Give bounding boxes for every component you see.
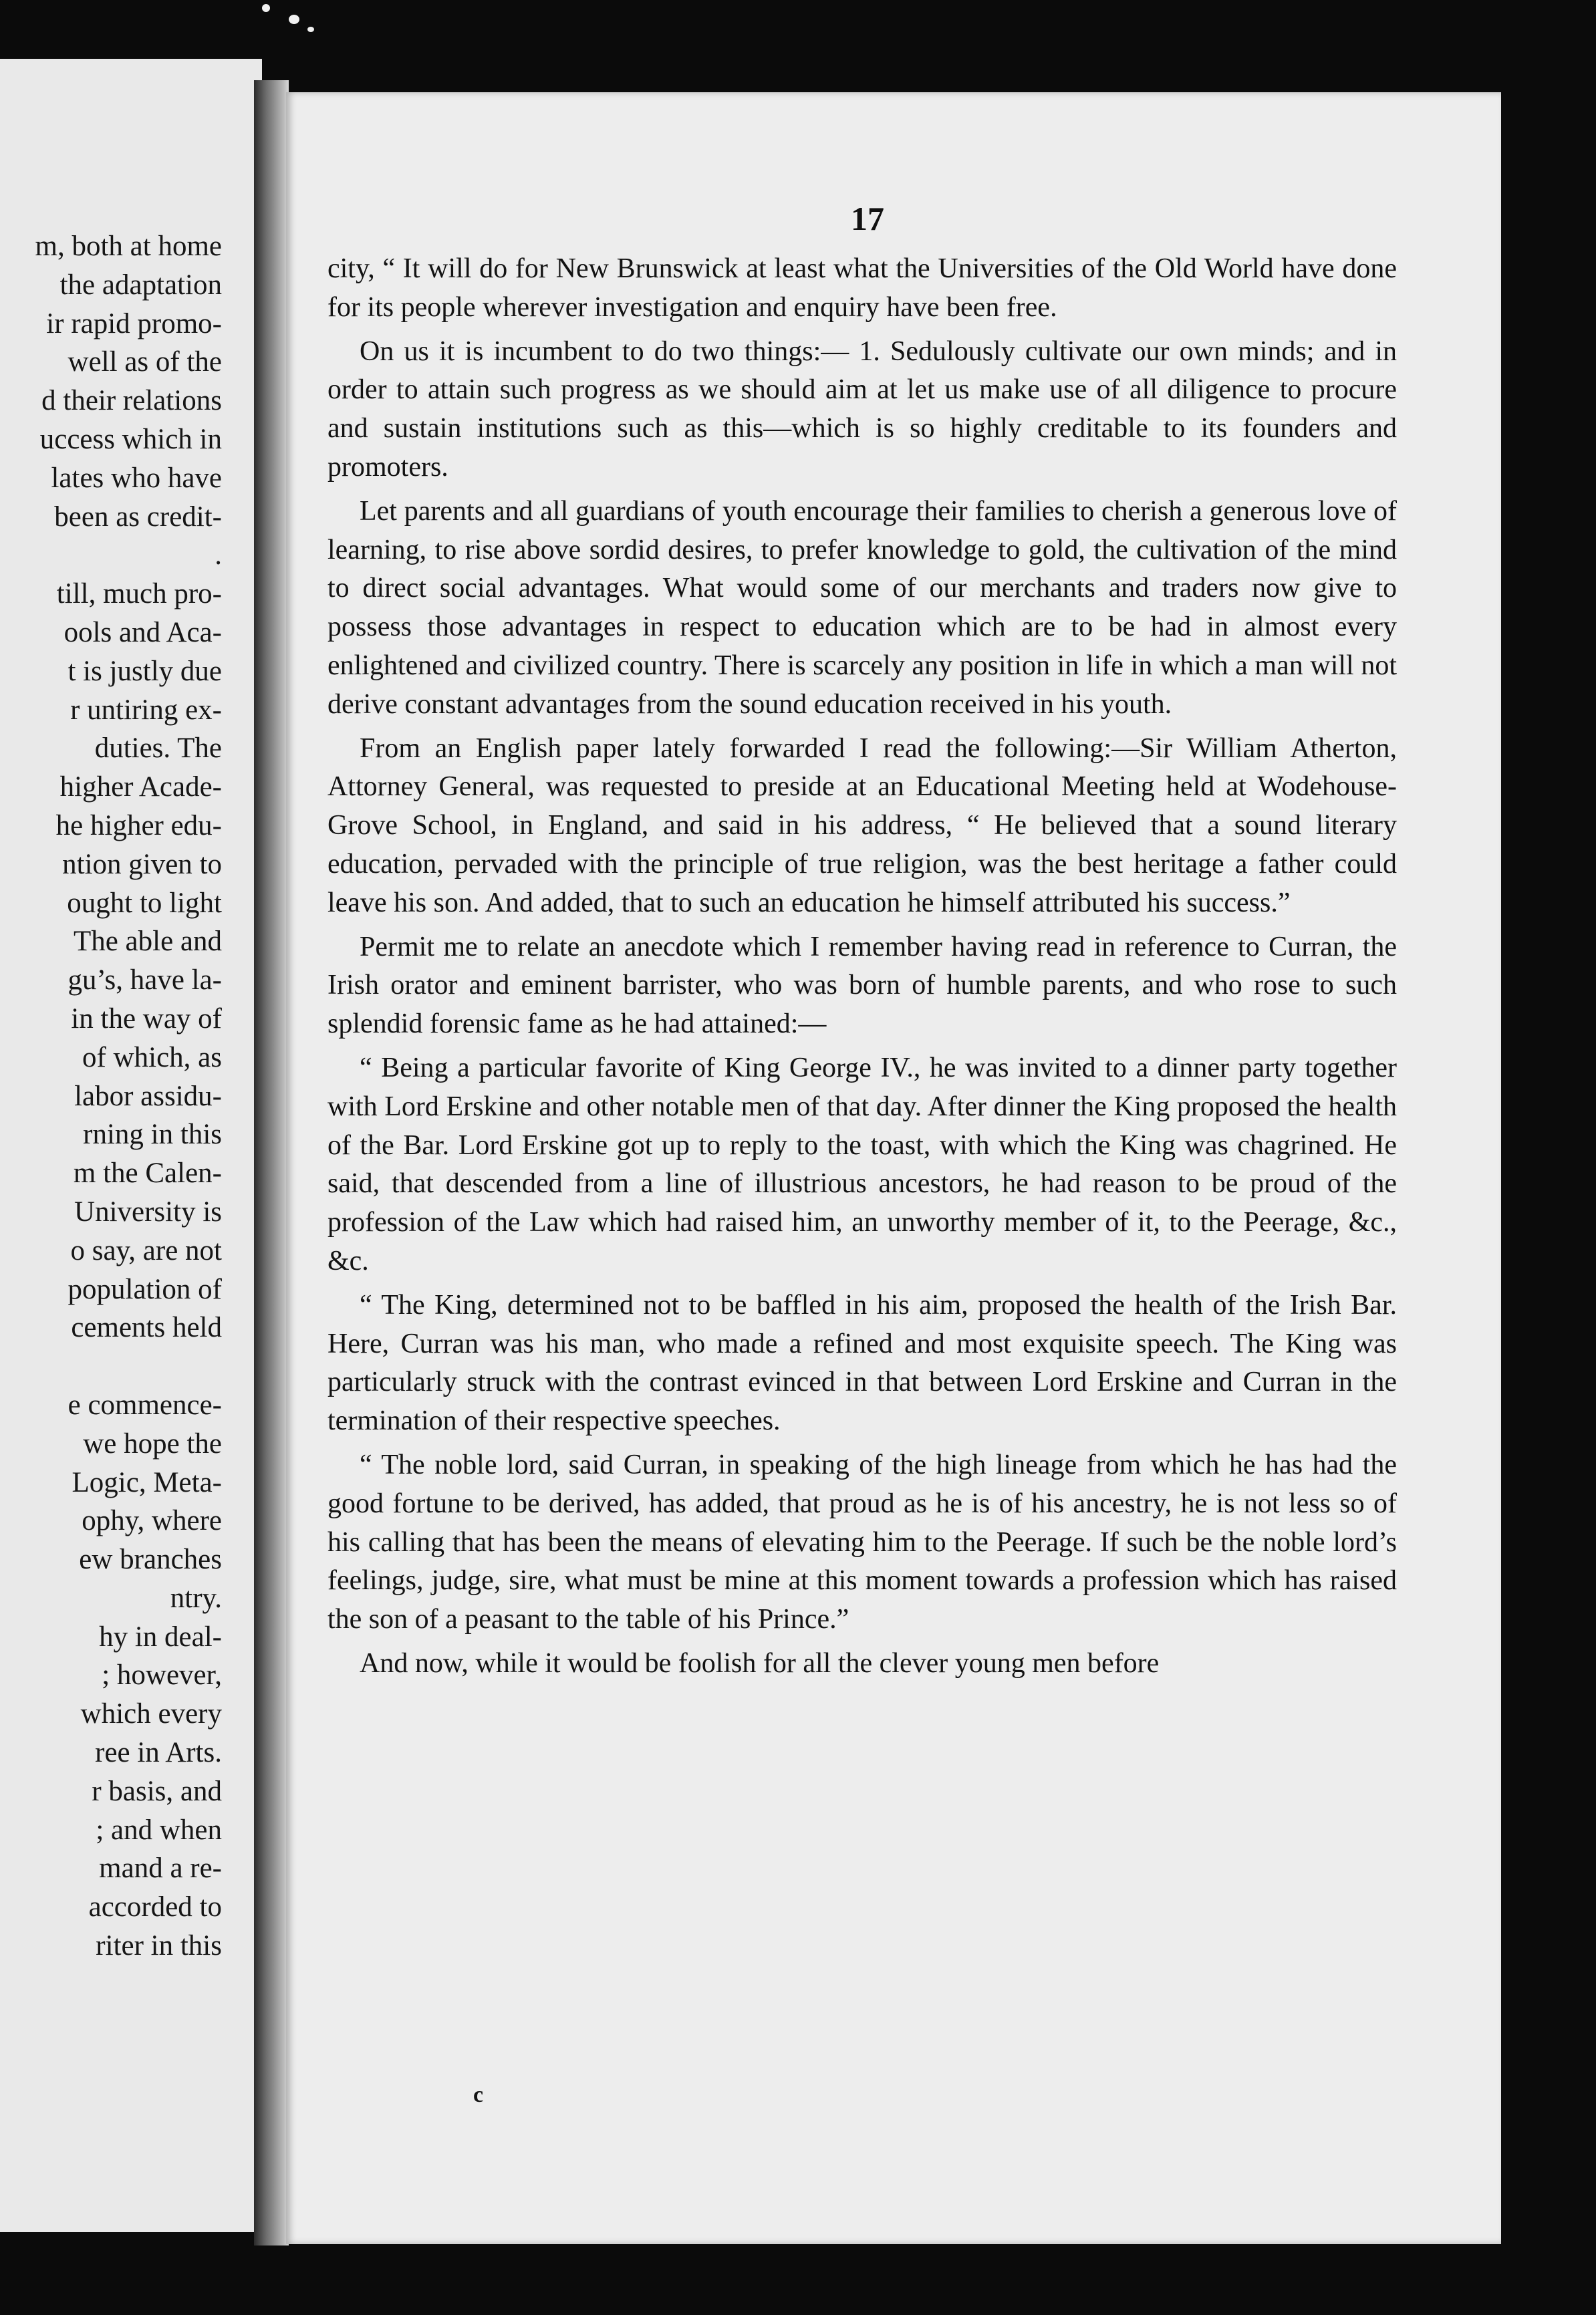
left-line: population of (68, 1273, 222, 1305)
quoted-paragraph: “ The King, determined not to be baffled in his aim, proposed the health of the Irish Bar. Here, Curran was his man, who made a refined and most exquisite speech. The King was particularly struck with the contrast evinced in that between Lord Erskine and Curran in the termination of their respective speeches. (327, 1289, 1397, 1437)
left-line: been as credit- (54, 501, 222, 533)
left-line: ir rapid promo- (46, 307, 222, 339)
left-line: we hope the (83, 1427, 222, 1460)
left-line: mand a re- (99, 1853, 222, 1885)
left-line: till, much pro- (56, 578, 222, 610)
left-line: e commence- (68, 1389, 222, 1421)
paragraph: On us it is incumbent to do two things:— 1. Sedulously cultivate our own minds; and in order to attain such progress as we should aim at let us make use of all diligence to procure and sustain institutions such as this—which is so highly creditable to its founders and promoters. (327, 335, 1397, 483)
dust-speck (289, 15, 299, 24)
left-line: of which, as (82, 1041, 222, 1073)
left-line: ntry. (170, 1582, 222, 1614)
left-page-fragment (0, 59, 262, 2232)
left-line: ought to light (67, 887, 222, 919)
quoted-paragraph: “ The noble lord, said Curran, in speaking of the high lineage from which he has had the good fortune to be derived, has added, that proud as he is of his ancestry, he is not less so of his calling that has been the means of elevating him to the Peerage. If such be the noble lord’s feelings, judge, sire, what must be mine at this moment towards a profession which has raised the son of a peasant to the table of his Prince.” (327, 1449, 1397, 1635)
left-line: lates who have (51, 462, 222, 494)
left-line: ; however, (102, 1659, 222, 1691)
left-line: . (215, 539, 222, 571)
left-line: higher Acade- (59, 771, 222, 803)
paragraph: Permit me to relate an anecdote which I remember having read in reference to Curran, the Irish orator and eminent barrister, who was born of humble parents, and who rose to such splendid forensic fame as he had attained:— (327, 931, 1397, 1040)
left-line: r basis, and (92, 1775, 222, 1807)
left-line: ools and Aca- (63, 616, 222, 648)
left-line: t is justly due (68, 655, 222, 687)
paragraph: From an English paper lately forwarded I read the following:—Sir William Atherton, Attorney General, was requested to preside at an Educational Meeting held at Wodehouse-Grove School, in England, and said in his address, “ He believed that a sound literary education, pervaded with the principle of true religion, was the best heritage a father could leave his son. And added, that to such an education he himself attributed his success.” (327, 732, 1397, 918)
left-line: hy in deal- (99, 1621, 222, 1653)
left-line: duties. The (94, 732, 222, 765)
left-line: d their relations (41, 385, 222, 417)
left-line: he higher edu- (55, 809, 222, 841)
left-line: ntion given to (62, 848, 222, 880)
left-line: in the way of (71, 1002, 222, 1035)
left-line: o say, are not (70, 1234, 222, 1266)
paragraph: And now, while it would be foolish for all the clever young men before (360, 1647, 1160, 1679)
left-line: rning in this (83, 1119, 222, 1151)
paragraph: city, “ It will do for New Brunswick at least what the Universities of the Old World have done for its people wherever investigation and enquiry have been free. (327, 253, 1397, 323)
left-page-text (0, 227, 222, 1965)
left-line: which every (80, 1698, 222, 1730)
left-line: m the Calen- (73, 1158, 222, 1190)
book-gutter (254, 80, 289, 2245)
left-line: cements held (71, 1312, 222, 1344)
printer-signature-mark: c (473, 2082, 484, 2107)
dust-speck (262, 4, 270, 12)
left-line: University is (74, 1196, 222, 1228)
left-line: riter in this (96, 1930, 222, 1962)
quoted-paragraph: “ Being a particular favorite of King George IV., he was invited to a dinner party together with Lord Erskine and other notable men of that day. After dinner the King proposed the health of the Bar. Lord Erskine got up to reply to the toast, with which the King was chagrined. He said, that descended from a line of illustrious ancestors, he had reason to be proud of the profession of the Law which had raised him, an unworthy member of it, to the Peerage, &c., &c. (327, 1052, 1397, 1276)
left-line: well as of the (68, 346, 222, 378)
left-line: ophy, where (82, 1505, 222, 1537)
left-line: r untiring ex- (70, 694, 222, 726)
left-line: labor assidu- (74, 1080, 222, 1112)
left-line: m, both at home (35, 231, 222, 262)
left-line: ew branches (79, 1544, 222, 1576)
left-line: ; and when (96, 1814, 222, 1846)
left-line: accorded to (88, 1891, 222, 1923)
left-line: the adaptation (59, 269, 222, 301)
left-line: uccess which in (39, 423, 222, 455)
page-number: 17 (851, 200, 884, 237)
main-page (286, 92, 1501, 2244)
left-line: Logic, Meta- (72, 1466, 222, 1498)
left-line: gu’s, have la- (68, 964, 222, 996)
left-line (0, 1347, 222, 1386)
dust-speck (307, 27, 314, 32)
left-line: The able and (73, 926, 222, 958)
paragraph: Let parents and all guardians of youth encourage their families to cherish a generous love of learning, to rise above sordid desires, to prefer knowledge to gold, the cultivation of the mind to direct social advantages. What would some of our merchants and traders now give to possess those advantages in respect to education which are to be had in almost every enlightened and civilized country. There is scarcely any position in life in which a man will not derive constant advantages from the sound education received in his youth. (327, 495, 1397, 720)
left-line: ree in Arts. (95, 1737, 222, 1769)
body-text (327, 250, 1397, 1683)
